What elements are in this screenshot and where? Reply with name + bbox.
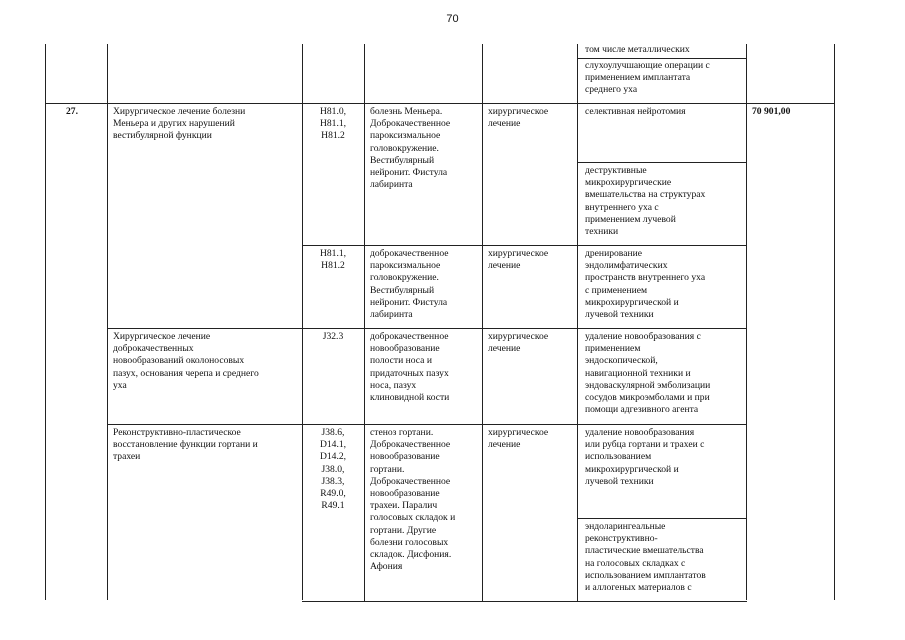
icd-codes: H81.0, H81.1, H81.2	[319, 106, 347, 142]
method-cell: том числе металлических	[585, 44, 690, 55]
treatment-method: селективная нейротомия	[585, 106, 686, 117]
treatment-type: хирургическое лечение	[488, 331, 549, 355]
patient-model: болезнь Меньера. Доброкачественное пароксизмальное головокружение. Вестибулярный нейронит. Фистула лабиринта	[370, 106, 451, 191]
row-divider	[577, 58, 747, 59]
icd-codes: J32.3	[322, 331, 344, 342]
method-cell: слухоулучшающие операции с применением имплантата среднего уха	[585, 60, 710, 96]
table-border-right	[834, 44, 835, 600]
price-value: 70 901,00	[752, 106, 791, 117]
patient-model: стеноз гортани. Доброкачественное новообразование гортани. Доброкачественное новообразование трахеи. Паралич голосовых складок и гортани. Другие болезни голосовых складок. Дисфония. Афония	[370, 427, 456, 573]
table-bottom-edge	[302, 601, 747, 602]
table-col-divider	[746, 44, 747, 600]
row-divider	[577, 518, 747, 519]
patient-model: доброкачественное новообразование полости носа и придаточных пазух носа, пазух клиновидной кости	[370, 331, 450, 404]
treatment-type: хирургическое лечение	[488, 106, 549, 130]
care-type-name: Хирургическое лечение болезни Меньера и других нарушений вестибулярной функции	[113, 106, 246, 142]
row-divider	[107, 424, 747, 425]
treatment-method: дренирование эндолимфатических пространств внутреннего уха с применением микрохирургической и лучевой техники	[585, 248, 706, 321]
table-border-left	[45, 44, 46, 600]
care-type-name: Реконструктивно-пластическое восстановление функции гортани и трахеи	[113, 427, 258, 463]
table-col-divider	[482, 44, 483, 602]
page-number: 70	[446, 13, 459, 25]
table-col-divider	[107, 44, 108, 600]
row-divider	[45, 103, 835, 104]
treatment-type: хирургическое лечение	[488, 427, 549, 451]
treatment-method: деструктивные микрохирургические вмешательства на структурах внутреннего уха с применением лучевой техники	[585, 165, 706, 238]
icd-codes: H81.1, H81.2	[319, 248, 347, 272]
row-divider	[107, 328, 747, 329]
treatment-method: эндоларингеальные реконструктивно- пластические вмешательства на голосовых складках с использованием имплантатов и аллогеных материалов с	[585, 521, 706, 594]
row-number: 27.	[66, 106, 78, 117]
row-divider	[302, 245, 747, 246]
row-divider	[577, 162, 747, 163]
icd-codes: J38.6, D14.1, D14.2, J38.0, J38.3, R49.0, R49.1	[319, 427, 347, 512]
table-col-divider	[364, 44, 365, 602]
treatment-method: удаление новообразования или рубца гортани и трахеи с использованием микрохирургической и лучевой техники	[585, 427, 705, 487]
patient-model: доброкачественное пароксизмальное головокружение. Вестибулярный нейронит. Фистула лабиринта	[370, 248, 449, 321]
care-type-name: Хирургическое лечение доброкачественных новообразований околоносовых пазух, основания черепа и среднего уха	[113, 331, 259, 391]
treatment-type: хирургическое лечение	[488, 248, 549, 272]
treatment-method: удаление новообразования с применением эндоскопической, навигационной техники и эндоваскулярной эмболизации сосудов микроэмболами и при помощи адгезивного агента	[585, 331, 711, 416]
